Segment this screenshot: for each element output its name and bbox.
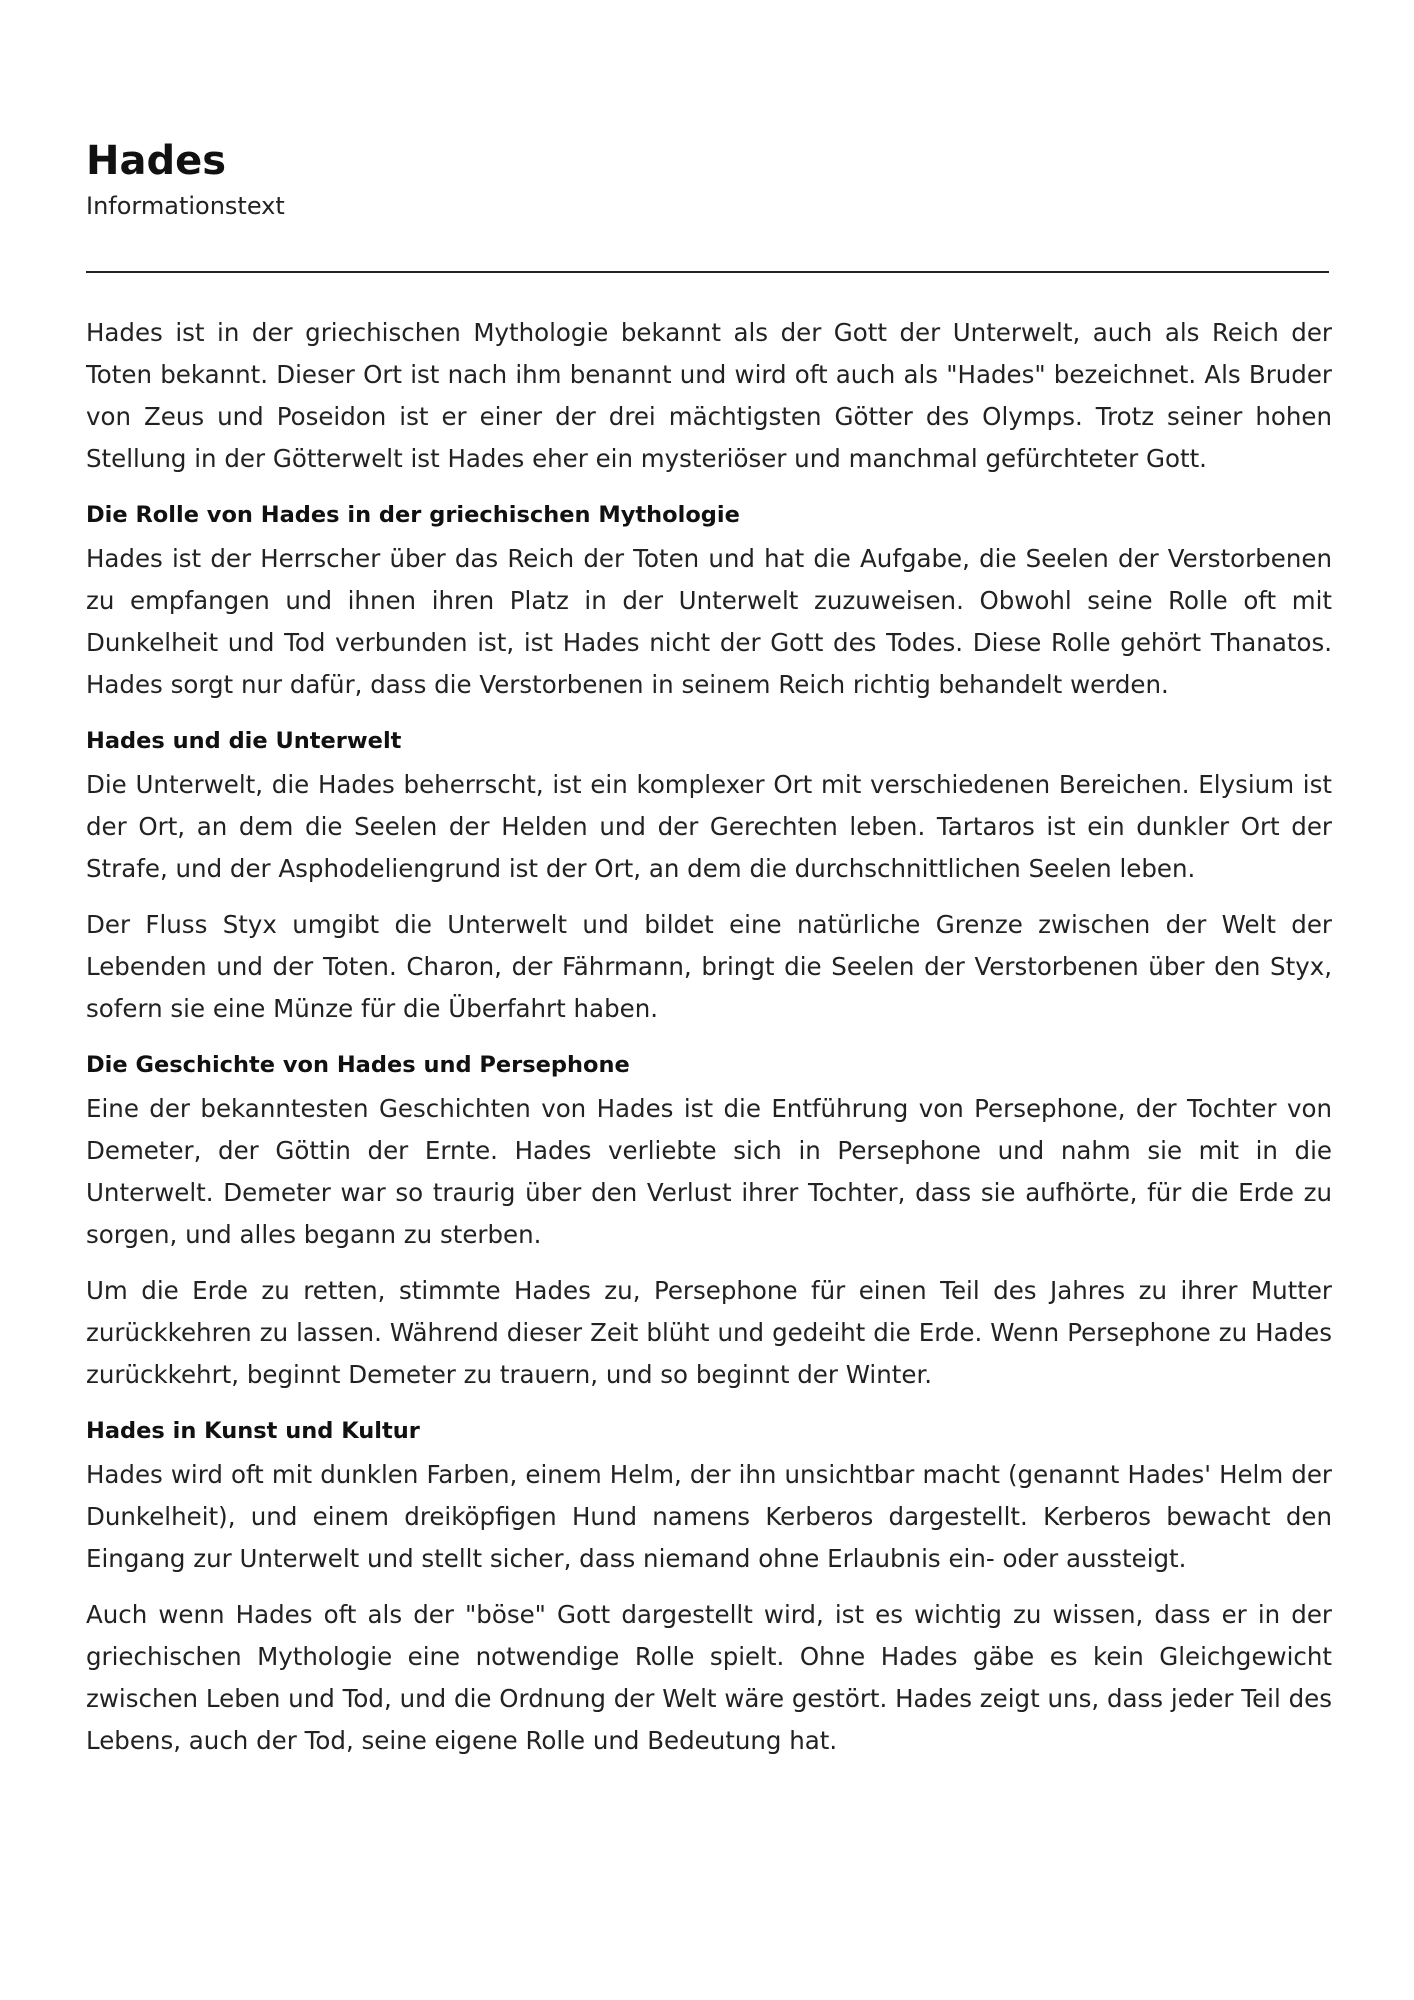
intro-paragraph: Hades ist in der griechischen Mythologie bekannt als der Gott der Unterwelt, auch als Reich der Toten bekannt. Dieser Ort ist nach ihm benannt und wird oft auch als "Hades" bezeichnet. Als Bruder von Zeus und Poseidon ist er einer der drei mächtigsten Götter des Olymps. Trotz seiner hohen Stellung in der Götterwelt ist Hades eher ein mysteriöser und manchmal gefürchteter Gott. [86, 318, 1332, 473]
title-divider [86, 271, 1329, 273]
section-paragraph: Der Fluss Styx umgibt die Unterwelt und bildet eine natürliche Grenze zwischen der Welt der Lebenden und der Toten. Charon, der Fährmann, bringt die Seelen der Verstorbenen über den Styx, sofern sie eine Münze für die Überfahrt haben. [86, 910, 1332, 1023]
section-heading-persephone: Die Geschichte von Hades und Persephone [86, 1052, 630, 1078]
document-title: Hades [86, 138, 227, 184]
document-body [86, 312, 1332, 1776]
section-paragraph: Hades wird oft mit dunklen Farben, einem Helm, der ihn unsichtbar macht (genannt Hades' Helm der Dunkelheit), und einem dreiköpfigen Hund namens Kerberos dargestellt. Kerberos bewacht den Eingang zur Unterwelt und stellt sicher, dass niemand ohne Erlaubnis ein- oder aussteigt. [86, 1460, 1332, 1573]
document-subtitle: Informationstext [86, 192, 285, 220]
section-heading-kunst-kultur: Hades in Kunst und Kultur [86, 1418, 420, 1444]
section-paragraph: Um die Erde zu retten, stimmte Hades zu, Persephone für einen Teil des Jahres zu ihrer Mutter zurückkehren zu lassen. Während dieser Zeit blüht und gedeiht die Erde. Wenn Persephone zu Hades zurückkehrt, beginnt Demeter zu trauern, und so beginnt der Winter. [86, 1276, 1332, 1389]
section-paragraph: Hades ist der Herrscher über das Reich der Toten und hat die Aufgabe, die Seelen der Verstorbenen zu empfangen und ihnen ihren Platz in der Unterwelt zuzuweisen. Obwohl seine Rolle oft mit Dunkelheit und Tod verbunden ist, ist Hades nicht der Gott des Todes. Diese Rolle gehört Thanatos. Hades sorgt nur dafür, dass die Verstorbenen in seinem Reich richtig behandelt werden. [86, 544, 1332, 699]
section-heading-rolle: Die Rolle von Hades in der griechischen Mythologie [86, 502, 740, 528]
section-paragraph: Eine der bekanntesten Geschichten von Hades ist die Entführung von Persephone, der Tochter von Demeter, der Göttin der Ernte. Hades verliebte sich in Persephone und nahm sie mit in die Unterwelt. Demeter war so traurig über den Verlust ihrer Tochter, dass sie aufhörte, für die Erde zu sorgen, und alles begann zu sterben. [86, 1094, 1332, 1249]
section-paragraph: Die Unterwelt, die Hades beherrscht, ist ein komplexer Ort mit verschiedenen Bereichen. Elysium ist der Ort, an dem die Seelen der Helden und der Gerechten leben. Tartaros ist ein dunkler Ort der Strafe, und der Asphodeliengrund ist der Ort, an dem die durchschnittlichen Seelen leben. [86, 770, 1332, 883]
section-paragraph: Auch wenn Hades oft als der "böse" Gott dargestellt wird, ist es wichtig zu wissen, dass er in der griechischen Mythologie eine notwendige Rolle spielt. Ohne Hades gäbe es kein Gleichgewicht zwischen Leben und Tod, und die Ordnung der Welt wäre gestört. Hades zeigt uns, dass jeder Teil des Lebens, auch der Tod, seine eigene Rolle und Bedeutung hat. [86, 1600, 1332, 1755]
section-heading-unterwelt: Hades und die Unterwelt [86, 728, 402, 754]
